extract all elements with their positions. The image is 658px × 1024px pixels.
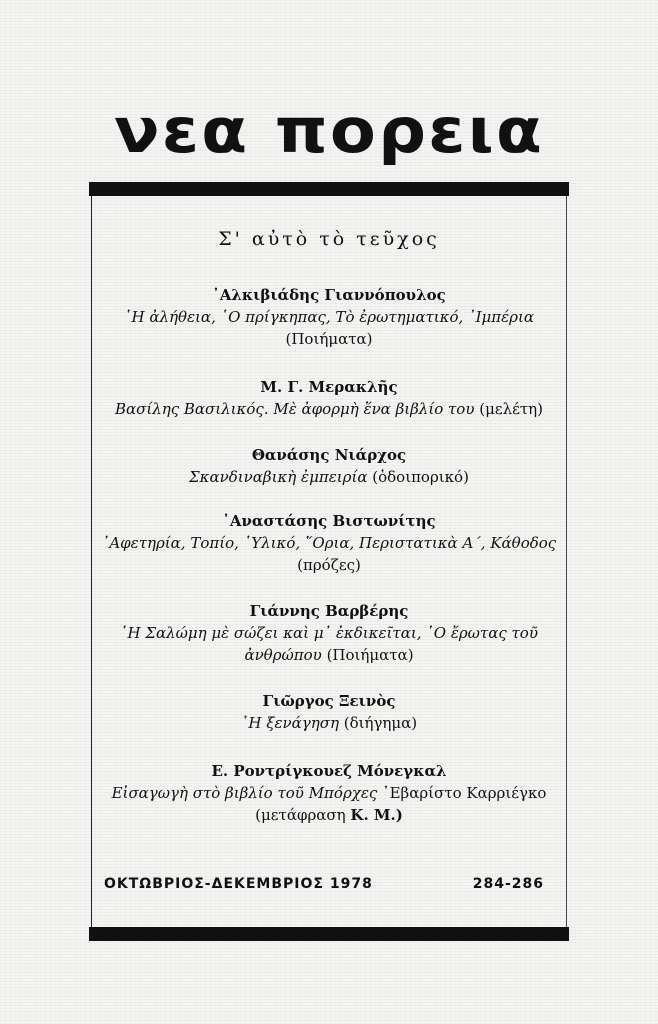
- entry-author: Γιῶργος Ξεινὸς: [262, 692, 396, 710]
- entry-translator: Κ. Μ.): [350, 806, 403, 824]
- entry-work: Εἰσαγωγὴ στὸ βιβλίο τοῦ Μπόρχες: [111, 784, 378, 802]
- contents-entry-2: [92, 376, 566, 420]
- entry-work: ῾Η ἀλήθεια, ῾Ο πρίγκηπας, Τὸ ἐρωτηματικό, ᾿Ιμπέρια: [124, 308, 534, 326]
- entry-genre: (μελέτη): [479, 400, 544, 418]
- contents-entry-1: [92, 284, 566, 350]
- top-rule: [89, 182, 569, 196]
- entry-author: Θανάσης Νιάρχος: [251, 446, 407, 464]
- entry-work-title: ᾿Εβαρίστο Καρριέγκο: [382, 784, 547, 802]
- entry-work: ῾Η ξενάγηση: [240, 714, 339, 732]
- contents-entry-3: [92, 444, 566, 488]
- entry-author: Ε. Ροντρίγκουεζ Μόνεγκαλ: [211, 762, 447, 780]
- entry-work: ῾Η Σαλώμη μὲ σώζει καὶ μ᾿ ἐκδικεῖται, ῾Ο ἔρωτας τοῦ ἀνθρώπου: [120, 624, 538, 664]
- entry-genre: (Ποιήματα): [285, 330, 373, 348]
- contents-heading: Σ' αὐτὸ τὸ τεῦχος: [218, 228, 440, 250]
- entry-author: ᾿Αναστάσης Βιστωνίτης: [222, 512, 436, 530]
- entry-author: ᾿Αλκιβιάδης Γιαννόπουλος: [212, 286, 446, 304]
- entry-genre: (πρόζες): [297, 556, 361, 574]
- entry-work: Σκανδιναβικὴ ἐμπειρία: [189, 468, 368, 486]
- entry-author: Μ. Γ. Μερακλῆς: [260, 378, 398, 396]
- contents-entry-7: [92, 760, 566, 826]
- magazine-title: νεα πορεια: [113, 94, 545, 167]
- frame-right-border: [566, 196, 567, 927]
- entry-genre: (διήγημα): [343, 714, 418, 732]
- entry-work: ᾿Αφετηρία, Τοπίο, ῾Υλικό, ῞Ορια, Περιστατικὰ Α΄, Κάθοδος: [101, 534, 557, 552]
- issue-number: 284-286: [472, 876, 544, 892]
- contents-entry-6: [92, 690, 566, 734]
- bottom-rule: [89, 927, 569, 941]
- entry-genre: (Ποιήματα): [326, 646, 414, 664]
- contents-entry-4: [92, 510, 566, 576]
- contents-entry-5: [92, 600, 566, 666]
- entry-genre: (μετάφραση: [255, 806, 346, 824]
- entry-author: Γιάννης Βαρβέρης: [249, 602, 409, 620]
- issue-date: ΟΚΤΩΒΡΙΟΣ-ΔΕΚΕΜΒΡΙΟΣ 1978: [104, 876, 373, 892]
- entry-work: Βασίλης Βασιλικός. Μὲ ἀφορμὴ ἕνα βιβλίο του: [114, 400, 475, 418]
- entry-genre: (ὁδοιπορικό): [372, 468, 469, 486]
